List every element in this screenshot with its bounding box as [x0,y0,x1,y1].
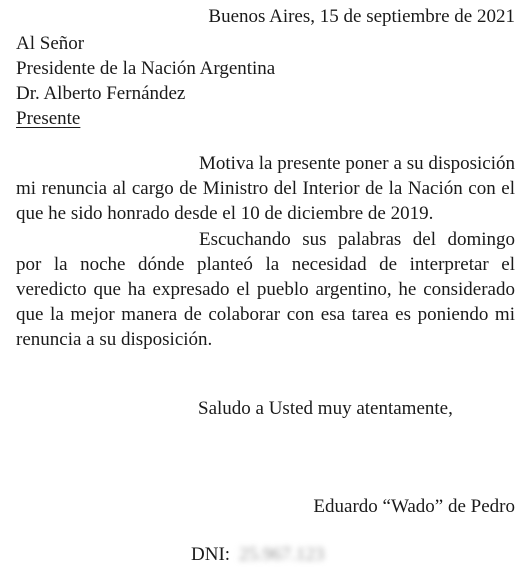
recipient-presente: Presente [16,108,81,129]
dni-line [191,544,324,566]
date-line: Buenos Aires, 15 de septiembre de 2021 [208,6,515,27]
body-paragraph-1: Motiva la presente poner a su disposición mi renuncia al cargo de Ministro del Interior de la Nación con el que he sido honrado desde el 10 de diciembre de 2019. [16,153,515,224]
signature-name: Eduardo “Wado” de Pedro [313,496,515,517]
dni-label: DNI: [191,544,231,565]
recipient-title: Presidente de la Nación Argentina [16,58,276,79]
recipient-block [16,31,275,131]
closing-line: Saludo a Usted muy atentamente, [198,398,453,419]
dni-value-redacted: 25.967.123 [238,544,325,565]
recipient-salutation: Al Señor [16,33,85,54]
letter-body [16,151,515,352]
recipient-name: Dr. Alberto Fernández [16,83,186,104]
body-paragraph-2: Escuchando sus palabras del domingo por la noche dónde planteó la necesidad de interpretar el veredicto que ha expresado el pueblo argentino, he considerado que la mejor manera de colaborar con esa tarea es poniendo mi renuncia a su disposición. [16,229,515,350]
